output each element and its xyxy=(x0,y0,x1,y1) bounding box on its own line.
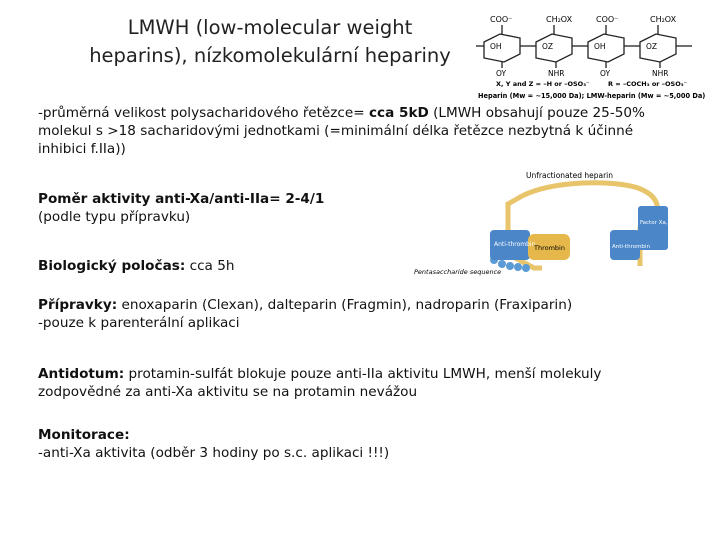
preparations-paragraph xyxy=(38,296,678,332)
intro-prefix: -průměrná velikost polysacharidového řetězce= xyxy=(38,105,369,121)
halflife-text: cca 5h xyxy=(185,258,235,274)
heparin-mechanism-figure xyxy=(414,170,703,276)
title-line-1: LMWH (low-molecular weight xyxy=(127,16,413,39)
ratio-text: (podle typu přípravku) xyxy=(38,209,191,225)
bottom-label: OY xyxy=(600,69,611,78)
legend-r: R = –COCH₃ or –OSO₃⁻ xyxy=(608,80,688,88)
bottom-label: OY xyxy=(496,69,507,78)
preparations-line2: -pouze k parenterální aplikaci xyxy=(38,315,240,331)
ring-label: OH xyxy=(594,42,606,51)
antithrombin-label-2: Anti-thrombin xyxy=(612,244,650,250)
ring-label: OH xyxy=(490,42,502,51)
group-label: COO⁻ xyxy=(596,15,619,24)
bottom-label: NHR xyxy=(652,69,669,78)
antidote-bold: Antidotum: xyxy=(38,366,125,382)
ring-label: OZ xyxy=(646,42,658,51)
title-line-2: heparins), nízkomolekulární hepariny xyxy=(89,44,451,67)
ratio-paragraph xyxy=(38,190,338,226)
intro-bold: cca 5kD xyxy=(368,105,429,121)
unfractionated-label: Unfractionated heparin xyxy=(526,171,613,180)
bottom-label: NHR xyxy=(548,69,565,78)
legend-xyz: X, Y and Z = –H or –OSO₃⁻ xyxy=(496,80,590,88)
halflife-bold: Biologický poločas: xyxy=(38,258,186,274)
ring-label: OZ xyxy=(542,42,554,51)
halflife-paragraph xyxy=(38,257,338,275)
slide-title xyxy=(70,14,470,70)
intro-suffix: (LMWH obsahují pouze 25-50% molekul s >18 sacharidovými jednotkami (=minimální délka řetězce nezbytná k účinné inhibici f.IIa)) xyxy=(38,105,645,157)
intro-paragraph xyxy=(38,104,678,158)
heparin-caption: Heparin (Mw = ~15,000 Da); LMW-heparin (Mw = ~5,000 Da) xyxy=(478,92,706,100)
preparations-text: enoxaparin (Clexan), dalteparin (Fragmin), nadroparin (Fraxiparin) xyxy=(117,297,573,313)
antidote-paragraph xyxy=(38,365,678,401)
antithrombin-label: Anti-thrombin xyxy=(494,241,536,248)
group-label: COO⁻ xyxy=(490,15,513,24)
factor-label: Factor Xa, IXa, and XIa xyxy=(640,220,703,226)
preparations-bold: Přípravky: xyxy=(38,297,118,313)
thrombin-label: Thrombin xyxy=(534,244,565,252)
monitoring-paragraph xyxy=(38,426,678,462)
pentasaccharide-label: Pentasaccharide sequence xyxy=(414,268,502,276)
group-label: CH₂OX xyxy=(546,15,573,24)
monitoring-bold: Monitorace: xyxy=(38,427,130,443)
antidote-text: protamin-sulfát blokuje pouze anti-IIa aktivitu LMWH, menší molekuly zodpovědné za anti-Xa aktivitu se na protamin nevážou xyxy=(38,366,602,400)
heparin-structure-figure xyxy=(474,12,706,104)
group-label: CH₂OX xyxy=(650,15,677,24)
ratio-bold: Poměr aktivity anti-Xa/anti-IIa= 2-4/1 xyxy=(38,191,325,207)
monitoring-text: -anti-Xa aktivita (odběr 3 hodiny po s.c. aplikaci !!!) xyxy=(38,445,390,461)
